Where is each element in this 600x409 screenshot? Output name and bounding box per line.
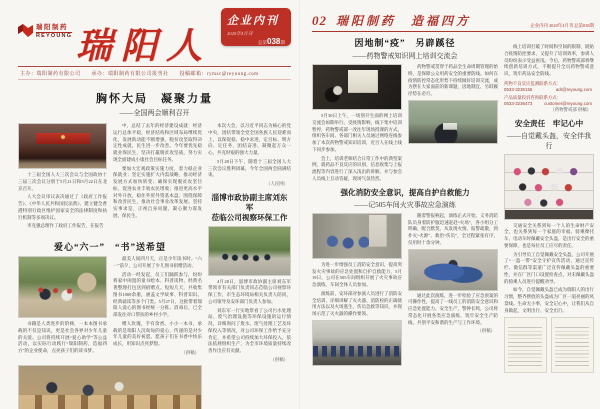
body-paragraph: 为引导员工自觉佩戴安全头盔，公司开展了“一盔一带”安全守护宣传活动，通过宣传栏、微信群等渠道广泛宣传佩戴头盔的重要性，并在厂区门口设置检查点，对未佩戴头盔的骑乘人员进行提醒劝导。 — [504, 251, 594, 284]
issue-badge-type: 企业内刊 — [227, 15, 279, 27]
photo-inspection-visit — [208, 226, 291, 276]
page2-left-region — [312, 36, 498, 404]
photo-congress-hall — [18, 123, 107, 169]
company-logo — [18, 24, 72, 39]
body-paragraph: 书籍是人类进步的阶梯，一本本图书承载的不仅是知识，更是社会各界对少年儿童的关爱。公司将持续开展“爱心助学”等公益活动，以实际行动践行“瑞阳制药，造福四方”的企业使命，点亮孩子们的读书梦。 — [18, 321, 107, 353]
logo-name-en: REYOUNG — [36, 33, 73, 40]
headline-subtitle: ——全国两会顺利召开 — [119, 109, 190, 117]
headline-line2: 莅临公司视察环保工作 — [211, 212, 288, 222]
body-paragraph: 药物警戒贯穿于药品全生命周期管理的始终，是保障公众用药安全的重要防线。如何在疫情防控常态化形势下持续做好培训交流，成为摆在大家面前的新课题，因地制宜、另辟蹊径势在必行。 — [408, 64, 498, 96]
contact-phone: 0533-3236473 — [504, 100, 533, 106]
contact-email: adr@reyoung.com — [555, 86, 592, 92]
photo-mobile-training — [408, 100, 498, 144]
headline-subtitle: ——自觉戴头盔，安全伴我行 — [507, 131, 591, 150]
body-paragraph: 5月28日下午，随着十三届全国人大三次会议胜利闭幕，今年全国两会圆满结束。 — [208, 158, 291, 178]
article-firedrill-headline — [312, 188, 498, 210]
page2-columns — [312, 36, 594, 404]
photo-book-donation — [18, 365, 202, 409]
page1-columns — [18, 123, 291, 409]
photo-fire-drill-lineup — [312, 320, 402, 366]
contact-line — [504, 101, 594, 106]
contact-label: 产品质量投诉咨询联系方式： — [504, 94, 562, 100]
body-paragraph: 中，总结了去年的经济建设成就：经济运行总体平稳，经济结构和区域布局继续优化，发展新动能不断增强，脱贫攻坚取得决定性成就，民生进一步改善。今年要优先稳就业保民生，坚决打赢脱贫攻坚战，努力实现全面建成小康社会目标任务。 — [113, 123, 202, 162]
contact-line — [504, 87, 594, 92]
body-paragraph: 为进一步增强员工消防安全意识，提高突发火灾事故的应急处置和自护自救能力，5月19日，公司在505车间组织开展了火灾事故应急演练，车间全体人员参加。 — [312, 261, 402, 288]
headline-title: 因地制“疫” 另辟蹊径 — [354, 38, 456, 48]
page-right — [300, 0, 600, 409]
headline-subtitle: ——药物警戒知识网上培训交流会 — [352, 52, 458, 60]
issue-no-prefix: 总第 — [257, 40, 268, 45]
photo-children-reading — [18, 256, 107, 318]
headline-line1: 淄博市政协副主席刘东军 — [211, 193, 288, 212]
article-training-headline — [312, 36, 498, 61]
headline-title: 强化消防安全意识，提高自护自救能力 — [340, 188, 470, 197]
body-paragraph: 刘东军一行实地察看了公司污水处理站、废气治理设施等环保设施的运行情况，详细询问了废水、废气处理工艺及环保投入等情况，对公司环保工作给予充分肯定，并希望公司持续加大环保投入，依法依规组织生产，为全市环境质量持续改善作出应有贡献。 — [208, 307, 291, 354]
document-scans — [504, 317, 594, 373]
body-paragraph: 演练前，安环部对参演人员进行了消防安全培训，详细讲解了灭火器、消防栓的正确使用方法以及火场逃生、伤员急救等知识，并现场示范了灭火器的操作要领。 — [312, 290, 402, 317]
article-helmet-headline — [504, 119, 594, 151]
article-npc-body — [18, 123, 202, 235]
doc-scan-2 — [551, 317, 594, 373]
logo-name-cn: 瑞阳制药 — [36, 24, 68, 31]
article-training-col2 — [408, 64, 498, 182]
issue-badge-date: 2020年4月刊 — [227, 31, 253, 36]
body-paragraph: 5月30日上午，一场别开生面的网上培训交流会如期举行。受疫情影响，线下集中培训暂停，药物警戒部一改往年现场授课的方式，组织各车间、各部门相关人员通过网络连线参加了本次药物警戒知识培训，近百人在线上线下同步参加。 — [312, 113, 402, 152]
headline-title: 胸怀大局 凝聚力量 — [96, 93, 213, 105]
contact-label: 药物不良反应监测联系方式： — [504, 80, 562, 86]
article-npc-col1 — [18, 123, 107, 235]
page1-header — [18, 0, 291, 86]
newspaper-title: 瑞阳人 — [76, 26, 212, 66]
article-charity-col1 — [18, 256, 107, 362]
photo-cpr-practice — [408, 249, 498, 291]
body-paragraph: 人大会议审议表决通过了《政府工作报告》、《中华人民共和国民法典》，建立健全香港特别行政区维护国家安全的法律制度和执行机制等多项决议。 — [18, 194, 107, 220]
headline-subtitle: ——记505车间火灾事故应急演练 — [354, 200, 456, 209]
article-training-col1 — [312, 64, 402, 182]
article-firedrill-col2 — [408, 213, 498, 404]
body-paragraph: 最美人间四月天，正是少年读书时。“六一”前夕，公司开展了少儿图书捐赠活动。 — [113, 256, 202, 268]
reyoung-logo-icon — [18, 24, 33, 38]
page-number: 02 — [312, 13, 327, 28]
photo-helmet-shelf — [504, 154, 594, 220]
article-firedrill-body — [312, 213, 498, 404]
body-paragraph: 本次大会，以习近平同志为核心的党中央，团结带领全党全国各族人民迎难而上，以保促稳、稳中求进，定目标、明方向、定任务，团结奋进、凝聚起万众一心、共克时艰的强大力量。 — [208, 123, 291, 155]
body-paragraph: 通过此次演练，进一步检验了应急预案的可操作性，提高了一线员工的消防安全意识和应急处置能力。安全生产，警钟长鸣，公司将常态化开展各类应急演练，筑牢安全生产防线，共创平安和谐的生产与工作环境。 — [408, 292, 498, 325]
body-paragraph: 如今，自觉佩戴头盔已成为瑞阳人的出行习惯，整齐摆放的头盔成为厂区一道亮丽的风景线。生命无小事，安全记心中，让我们从自身做起，文明出行、安全出行。 — [504, 287, 594, 313]
page1-left-region — [18, 123, 202, 409]
article-credit: （供稿） — [477, 328, 495, 334]
article-firedrill-col1 — [312, 213, 402, 404]
contact-email: customer@reyoung.com — [544, 100, 592, 106]
body-paragraph: 要加大宏观政策实施力度，着力稳企业保就业；坚定实施扩大内需战略，推动经济发展方式加快转变；确保实现脱贫攻坚目标，促进农业丰收农民增收；推进更高水平对外开放，稳住外贸外资基本盘；围绕保障和改善民生，推动社会事业改革发展。坚持实事求是，正视自身问题，凝心聚力谋发展、保民生。 — [113, 165, 202, 218]
article-npc-headline — [18, 90, 291, 118]
article-credit: （供稿） — [181, 349, 199, 355]
page-slogan: 瑞阳制药 造福四方 — [336, 14, 472, 28]
body-paragraph: 4月28日，淄博市政协副主席刘东军带领市有关部门负责同志莅临公司视察环保工作，市生态环境局相关负责人陪同，公司领导及安环部门负责人参加。 — [208, 278, 291, 304]
article-credit: （药物警戒部 供稿） — [550, 106, 591, 112]
body-paragraph: 十三届全国人大三次会议与全国政协十三届三次会议分别于5月21日和5月22日在北京召开。 — [18, 172, 107, 191]
article-training-body — [312, 64, 498, 182]
headline-title: 安全责任 牢记心中 — [514, 118, 584, 128]
issue-no-value: 038 — [267, 37, 281, 46]
body-paragraph: 线上培训打破了时间和空间的限制，既贴合疫情防控要求，又提升了培训效率，参训人员纷纷表示受益匪浅。今后，药物警戒部将继续创新培训方式，不断提升全员药物警戒意识，筑牢药品安全防线。 — [504, 44, 594, 76]
body-paragraph: 会上，培训老师结合日常工作中的典型案例，就药品不良反应的识别、信息收集与上报流程等内容进行了深入浅出的讲解，并与参会人员线上互动答疑，现场气氛热烈。 — [312, 155, 402, 181]
body-paragraph: 活动一经发起，员工们踊跃参与，纷纷将家中闲置的童书绘本、科普读物、经典名著整理打包送到捐赠点。短短几天，共收集图书1000余册，涵盖文学故事、科普知识、经典诵读等多个门类。5月27日，这批带着瑞阳人爱心的图书经统一分拣、消毒后，已全部发往对口帮扶的乡村小学。 — [113, 271, 202, 317]
article-credit: （供稿） — [270, 356, 288, 362]
photo-online-training — [312, 64, 402, 110]
photo-fire-drill-indoor — [312, 213, 402, 259]
page1-right-column — [208, 123, 291, 409]
page2-header — [312, 0, 594, 32]
page2-right-column — [504, 36, 594, 404]
article-charity-col2 — [113, 256, 202, 362]
masthead-publisher-line: 主办：瑞阳制药有限公司 承办：瑞阳制药有限公司报刊社 投稿邮箱：rymsc@reyoung.com — [18, 66, 291, 80]
logo-text — [36, 24, 72, 39]
body-paragraph: 交通安全关系到每一个人的生命财产安全，也关系到每一个家庭的幸福。骑乘摩托车、电动车时佩戴安全头盔，是出行安全的重要保障，也是每位员工应尽的责任。 — [504, 222, 594, 248]
article-npc-col2 — [113, 123, 202, 235]
body-paragraph: 李克强总理作了政府工作报告，在报告 — [27, 223, 104, 229]
body-paragraph: 赠人玫瑰，手有余香。小小一本书，承载的是瑞阳人沉甸甸的爱心，传递的是对少年儿童的美好祝愿。愿孩子们在书香中快乐成长，用知识点亮梦想。 — [113, 320, 202, 346]
article-charity-body — [18, 256, 202, 362]
article-inspection-headline — [208, 193, 291, 223]
issue-no-suffix: 期 — [280, 40, 285, 45]
body-paragraph: 随着警报响起，演练正式开始。义务消防队员身着防护服迅速赶赴“火场”，各小组分工明确、配合默契，从发现火情、报警疏散，到扑灭“火源”、救治“伤员”，全过程紧张有序，仅用时十余分钟。 — [408, 212, 498, 245]
doc-scan-1 — [504, 317, 547, 373]
issue-badge — [221, 8, 291, 46]
issue-badge-number — [227, 37, 285, 46]
page2-issue-info: 企业内刊 2020年4月刊 总第038期 — [530, 23, 594, 28]
contact-phone: 0533-3236156 — [504, 86, 533, 92]
article-charity-headline: 爱心“六一” “书”送希望 — [53, 242, 166, 252]
article-credit: （人民网） — [266, 181, 288, 186]
